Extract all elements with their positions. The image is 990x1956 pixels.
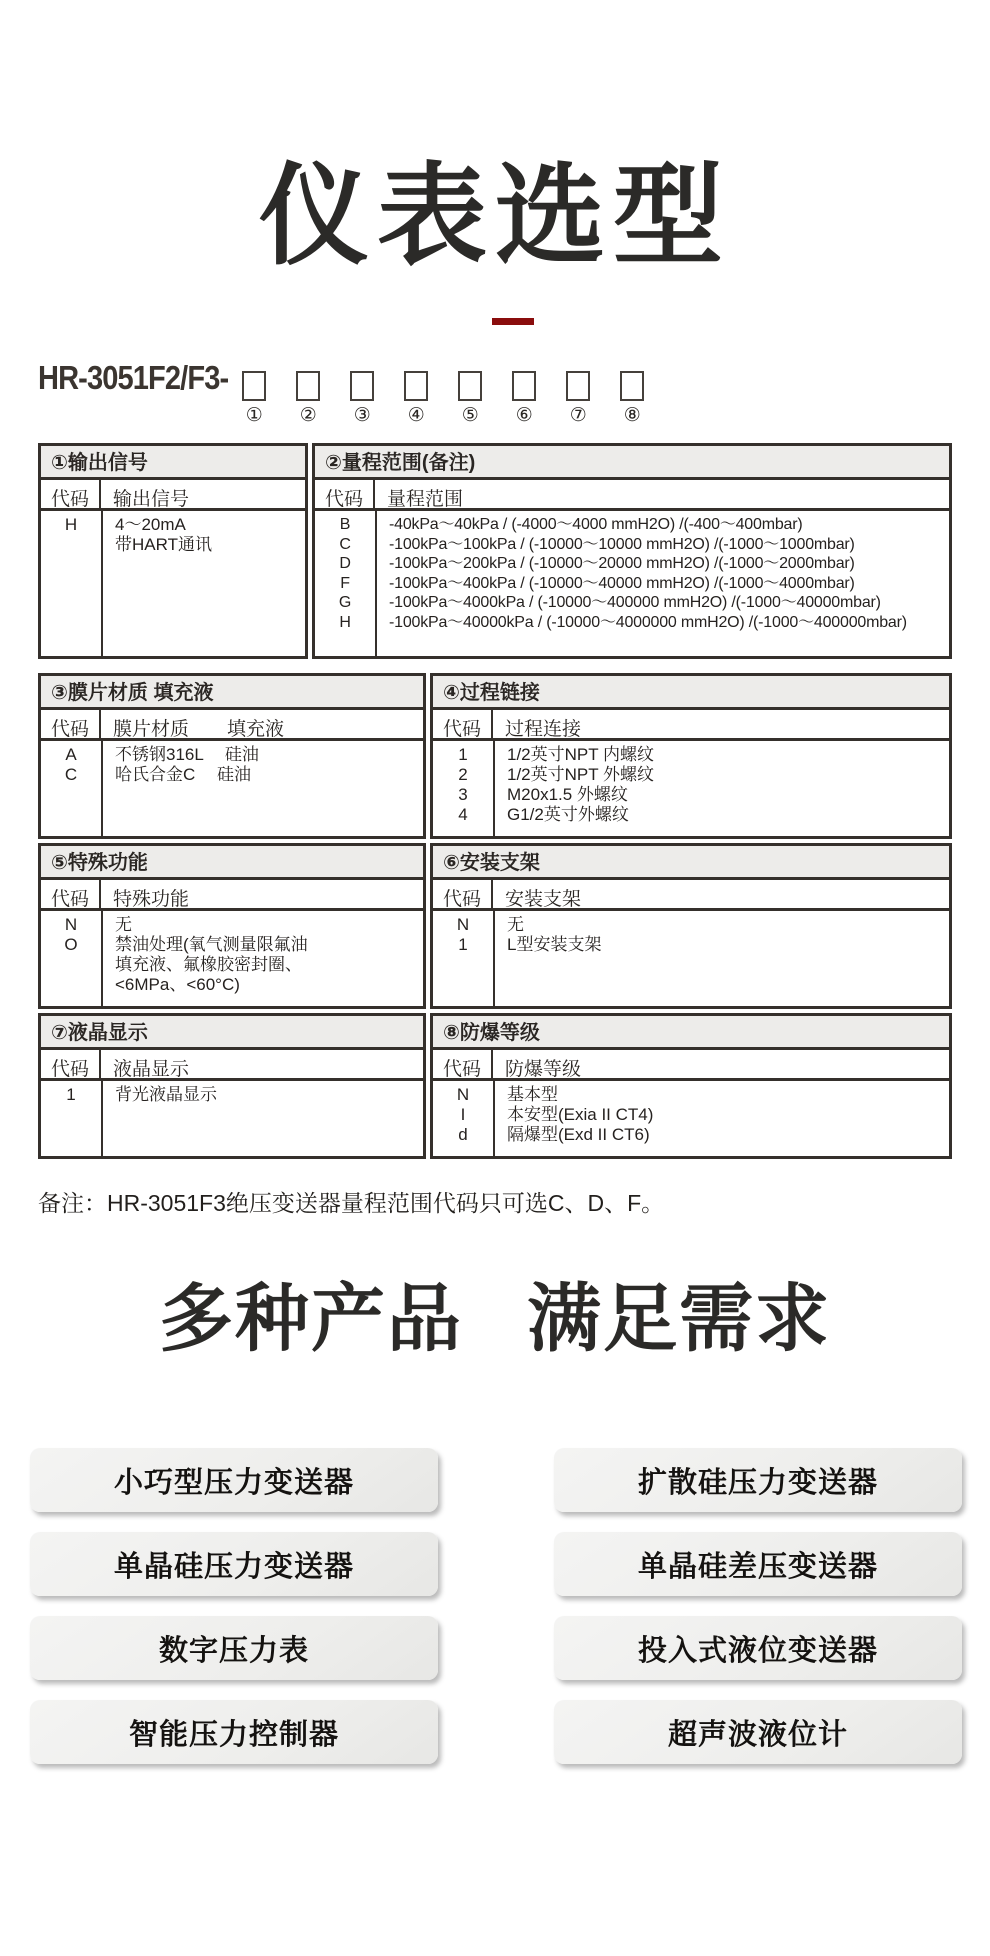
table-explosion-proof-grade [430, 1013, 952, 1159]
table-row [315, 593, 949, 613]
table-special-function [38, 843, 426, 1009]
table-column-headers [433, 1050, 949, 1081]
table-row [41, 935, 423, 955]
value-cell: 本安型(Exia II CT4) [507, 1105, 654, 1124]
code-cell: 4 [458, 805, 468, 824]
product-card-smart-pressure-controller[interactable]: 智能压力控制器 [30, 1700, 438, 1764]
table-column-headers [41, 710, 423, 741]
table-body [41, 511, 305, 656]
code-column-header: 代码 [315, 480, 375, 508]
page-title: 仪表选型 [259, 155, 731, 278]
code-cell: B [339, 516, 351, 533]
value-column-header: 特殊功能 [113, 889, 190, 910]
table-row [433, 745, 949, 765]
code-cell: A [65, 745, 77, 764]
position-number-6: ⑥ [515, 405, 533, 426]
table-title: ⑥安装支架 [433, 846, 949, 880]
product-card-monocrystalline-silicon-dp-transmitter[interactable]: 单晶硅差压变送器 [554, 1532, 962, 1596]
code-position-1 [240, 371, 268, 425]
table-row [433, 915, 949, 935]
products-section-title [0, 1277, 990, 1360]
table-lcd-display [38, 1013, 426, 1159]
position-number-4: ④ [407, 405, 425, 426]
code-box-8 [620, 371, 644, 401]
value-cell: L型安装支架 [507, 935, 602, 954]
model-code-boxes [240, 371, 646, 425]
code-position-8 [618, 371, 646, 425]
code-cell: d [458, 1125, 468, 1144]
value-cell: -100kPa～400kPa / (-10000～40000 mmH2O) /(-1000～4000mbar) [389, 574, 855, 592]
code-position-7 [564, 371, 592, 425]
table-row [41, 515, 305, 535]
value-cell: 无 [115, 915, 132, 934]
value-cell: 填充液、氟橡胶密封圈、 [115, 955, 302, 974]
code-box-2 [296, 371, 320, 401]
code-cell: G [338, 594, 352, 611]
table-body [41, 741, 423, 836]
value-column-header: 过程连接 [505, 719, 582, 740]
position-number-3: ③ [353, 405, 371, 426]
model-code-row [38, 360, 646, 425]
products-section-title-left: 多种产品 [159, 1277, 463, 1360]
remark-note: 备注：HR-3051F3绝压变送器量程范围代码只可选C、D、F。 [38, 1190, 665, 1216]
model-prefix-label: HR-3051F2/F3- [38, 359, 229, 396]
code-cell: N [456, 1085, 470, 1104]
value-cell: -40kPa～40kPa / (-4000～4000 mmH2O) /(-400～400mbar) [389, 516, 803, 533]
table-row [433, 765, 949, 785]
value-cell: -100kPa～40000kPa / (-10000～4000000 mmH2O) /(-1000～400000mbar) [389, 613, 907, 631]
position-number-5: ⑤ [461, 405, 479, 426]
value-column-header: 安装支架 [505, 889, 582, 910]
code-cell: 1 [458, 745, 468, 764]
value-column-header: 液晶显示 [113, 1059, 190, 1080]
code-column-header: 代码 [41, 710, 101, 738]
code-cell: C [339, 535, 351, 553]
code-cell: H [339, 613, 351, 631]
code-cell: H [64, 515, 78, 534]
table-band-1 [38, 443, 952, 659]
product-card-monocrystalline-silicon-pressure-transmitter[interactable]: 单晶硅压力变送器 [30, 1532, 438, 1596]
product-card-ultrasonic-level-meter[interactable]: 超声波液位计 [554, 1700, 962, 1764]
value-cell: 背光液晶显示 [115, 1085, 217, 1104]
code-cell [41, 955, 101, 975]
table-title: ①输出信号 [41, 446, 305, 480]
table-column-headers [41, 1050, 423, 1081]
table-band-2 [38, 673, 952, 839]
code-column-header: 代码 [41, 1050, 101, 1078]
table-process-connection [430, 673, 952, 839]
product-card-submersible-level-transmitter[interactable]: 投入式液位变送器 [554, 1616, 962, 1680]
code-box-4 [404, 371, 428, 401]
value-cell: 禁油处理(氧气测量限氟油 [115, 935, 308, 954]
code-cell: 3 [458, 785, 468, 804]
table-row [41, 915, 423, 935]
value-column-header: 防爆等级 [505, 1059, 582, 1080]
position-number-8: ⑧ [623, 405, 641, 426]
table-output-signal [38, 443, 308, 659]
table-band-4 [38, 1013, 952, 1159]
table-row [433, 1085, 949, 1105]
table-row [315, 613, 949, 633]
value-column-header: 输出信号 [113, 489, 190, 510]
product-card-compact-pressure-transmitter[interactable]: 小巧型压力变送器 [30, 1448, 438, 1512]
code-cell: 2 [458, 765, 468, 784]
code-column-header: 代码 [41, 480, 101, 508]
table-row [41, 745, 423, 765]
product-card-digital-pressure-gauge[interactable]: 数字压力表 [30, 1616, 438, 1680]
code-cell: N [64, 915, 78, 934]
table-body [315, 511, 949, 656]
value-column-header: 量程范围 [387, 489, 464, 510]
position-number-2: ② [299, 405, 317, 426]
table-title: ⑧防爆等级 [433, 1016, 949, 1050]
product-card-grid [30, 1448, 962, 1764]
table-column-headers [41, 480, 305, 511]
value-cell: G1/2英寸外螺纹 [507, 805, 629, 824]
table-body [433, 741, 949, 836]
code-box-3 [350, 371, 374, 401]
table-title: ⑦液晶显示 [41, 1016, 423, 1050]
table-title: ④过程链接 [433, 676, 949, 710]
table-row [433, 1125, 949, 1145]
table-body [41, 1081, 423, 1156]
code-position-3 [348, 371, 376, 425]
table-row [433, 785, 949, 805]
table-title: ②量程范围(备注) [315, 446, 949, 480]
table-mounting-bracket [430, 843, 952, 1009]
table-column-headers [315, 480, 949, 511]
table-column-headers [433, 710, 949, 741]
table-row [315, 535, 949, 555]
value-cell: 无 [507, 915, 524, 934]
value-cell: <6MPa、<60°C) [115, 975, 240, 994]
table-body [433, 1081, 949, 1156]
value-column-header: 膜片材质 填充液 [113, 719, 285, 740]
table-title: ⑤特殊功能 [41, 846, 423, 880]
table-diaphragm-fill [38, 673, 426, 839]
value-cell: 1/2英寸NPT 外螺纹 [507, 765, 655, 784]
code-position-6 [510, 371, 538, 425]
table-column-headers [433, 880, 949, 911]
code-cell: N [456, 915, 470, 934]
products-section-title-right: 满足需求 [527, 1277, 831, 1360]
position-number-7: ⑦ [569, 405, 587, 426]
table-row [41, 535, 305, 555]
table-row [315, 515, 949, 535]
table-body [433, 911, 949, 1006]
code-box-7 [566, 371, 590, 401]
position-number-1: ① [245, 405, 263, 426]
product-card-diffused-silicon-pressure-transmitter[interactable]: 扩散硅压力变送器 [554, 1448, 962, 1512]
value-cell: 4～20mA [115, 515, 186, 534]
code-box-5 [458, 371, 482, 401]
value-cell: 1/2英寸NPT 内螺纹 [507, 745, 655, 764]
value-cell: 不锈钢316L 硅油 [115, 745, 259, 764]
code-cell: 1 [458, 935, 468, 954]
code-column-header: 代码 [433, 710, 493, 738]
code-position-5 [456, 371, 484, 425]
table-column-headers [41, 880, 423, 911]
code-cell [41, 975, 101, 995]
table-body [41, 911, 423, 1006]
value-cell: 带HART通讯 [115, 535, 212, 554]
code-cell: C [64, 765, 78, 784]
code-cell: F [340, 574, 350, 592]
table-row [433, 1105, 949, 1125]
code-position-4 [402, 371, 430, 425]
value-cell: M20x1.5 外螺纹 [507, 785, 628, 804]
table-band-3 [38, 843, 952, 1009]
code-cell [41, 535, 101, 555]
code-box-6 [512, 371, 536, 401]
code-position-2 [294, 371, 322, 425]
code-cell: D [339, 555, 351, 572]
value-cell: 哈氏合金C 硅油 [115, 765, 251, 784]
code-cell: I [460, 1105, 466, 1124]
value-cell: -100kPa～4000kPa / (-10000～400000 mmH2O) /(-1000～40000mbar) [389, 594, 881, 611]
code-column-header: 代码 [41, 880, 101, 908]
title-accent-divider [492, 318, 534, 325]
code-column-header: 代码 [433, 1050, 493, 1078]
code-box-1 [242, 371, 266, 401]
table-row [41, 955, 423, 975]
code-column-header: 代码 [433, 880, 493, 908]
value-cell: -100kPa～100kPa / (-10000～10000 mmH2O) /(-1000～1000mbar) [389, 535, 855, 553]
table-title: ③膜片材质 填充液 [41, 676, 423, 710]
value-cell: 基本型 [507, 1085, 558, 1104]
table-row [433, 935, 949, 955]
table-row [315, 574, 949, 594]
table-row [315, 554, 949, 574]
code-cell: 1 [66, 1085, 76, 1104]
value-cell: -100kPa～200kPa / (-10000～20000 mmH2O) /(-1000～2000mbar) [389, 555, 855, 572]
table-measuring-range [312, 443, 952, 659]
table-row [433, 805, 949, 825]
code-cell: O [64, 935, 78, 954]
table-row [41, 975, 423, 995]
table-row [41, 1085, 423, 1105]
value-cell: 隔爆型(Exd II CT6) [507, 1125, 650, 1144]
table-row [41, 765, 423, 785]
